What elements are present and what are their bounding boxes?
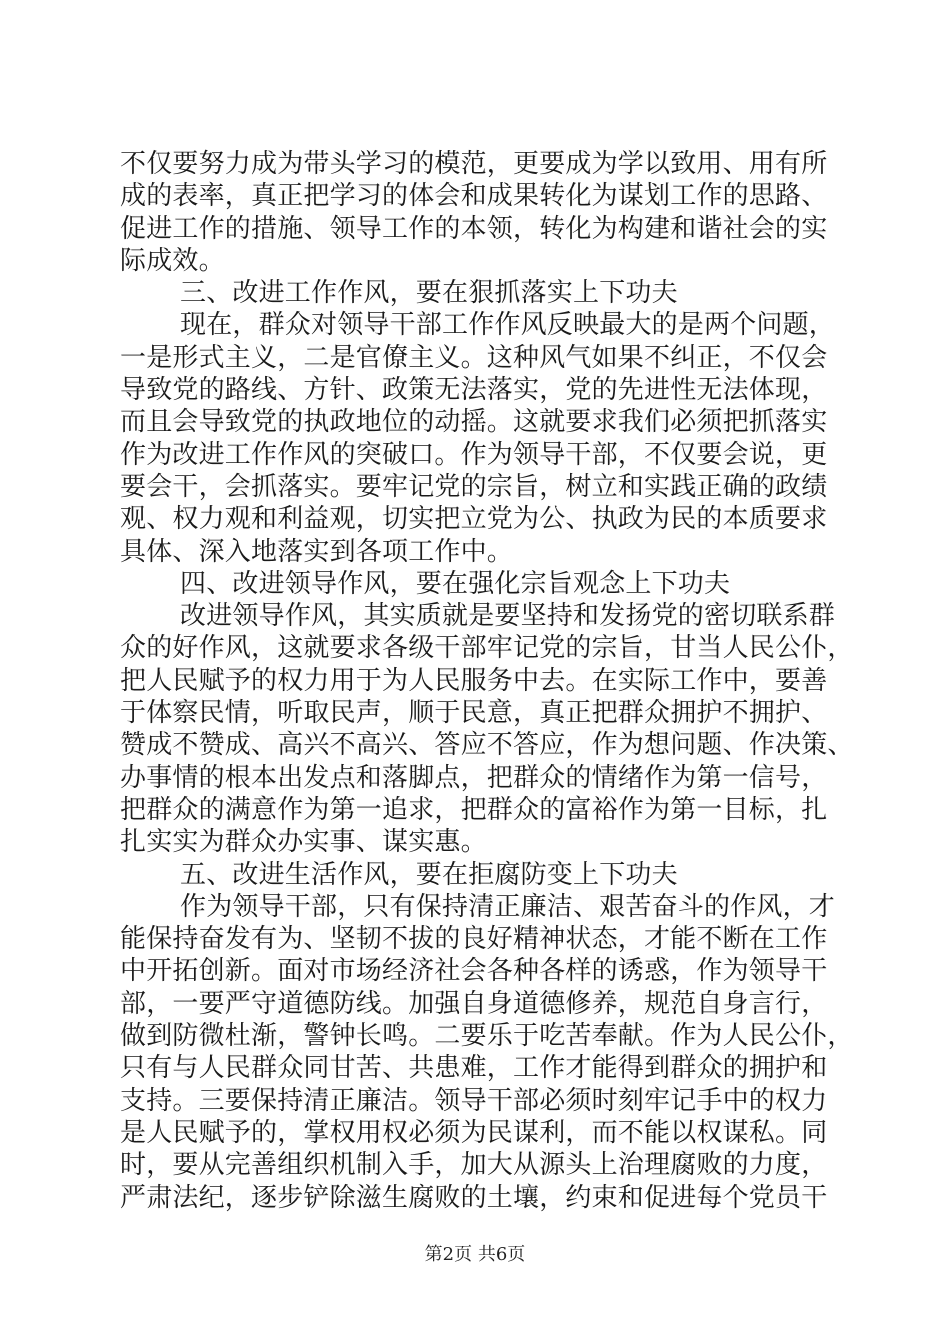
paragraph-line: 而且会导致党的执政地位的动摇。这就要求我们必须把抓落实 <box>120 407 828 438</box>
paragraph-line: 部，一要严守道德防线。加强自身道德修养，规范自身言行， <box>120 988 828 1019</box>
paragraph-line: 是人民赋予的，掌权用权必须为民谋利，而不能以权谋私。同 <box>120 1117 828 1148</box>
paragraph-line: 作为改进工作作风的突破口。作为领导干部，不仅要会说，更 <box>120 439 828 470</box>
paragraph-line: 观、权力观和利益观，切实把立党为公、执政为民的本质要求 <box>120 504 828 535</box>
paragraph-line: 促进工作的措施、领导工作的本领，转化为构建和谐社会的实 <box>120 213 828 244</box>
paragraph-line: 改进领导作风，其实质就是要坚持和发扬党的密切联系群 <box>180 601 836 632</box>
paragraph-line: 办事情的根本出发点和落脚点，把群众的情绪作为第一信号， <box>120 762 828 793</box>
section-heading: 三、改进工作作风，要在狠抓落实上下功夫 <box>180 278 678 309</box>
paragraph-line: 做到防微杜渐，警钟长鸣。二要乐于吃苦奉献。作为人民公仆， <box>120 1021 854 1052</box>
paragraph-line: 赞成不赞成、高兴不高兴、答应不答应，作为想问题、作决策、 <box>120 730 854 761</box>
document-body <box>120 148 854 1214</box>
paragraph-line: 于体察民情，听取民声，顺于民意，真正把群众拥护不拥护、 <box>120 698 828 729</box>
section-heading: 四、改进领导作风，要在强化宗旨观念上下功夫 <box>180 568 731 599</box>
paragraph-line: 能保持奋发有为、坚韧不拔的良好精神状态，才能不断在工作 <box>120 924 828 955</box>
paragraph-line: 支持。三要保持清正廉洁。领导干部必须时刻牢记手中的权力 <box>120 1085 828 1116</box>
paragraph-line: 成的表率，真正把学习的体会和成果转化为谋划工作的思路、 <box>120 181 828 212</box>
page-number: 第2页 共6页 <box>424 1244 526 1265</box>
paragraph-line: 作为领导干部，只有保持清正廉洁、艰苦奋斗的作风，才 <box>180 891 836 922</box>
paragraph-line: 中开拓创新。面对市场经济社会各种各样的诱惑，作为领导干 <box>120 956 828 987</box>
paragraph-line: 导致党的路线、方针、政策无法落实，党的先进性无法体现， <box>120 375 828 406</box>
paragraph-line: 严肃法纪，逐步铲除滋生腐败的土壤，约束和促进每个党员干 <box>120 1182 828 1213</box>
paragraph-line: 际成效。 <box>120 245 225 276</box>
paragraph-line: 现在，群众对领导干部工作作风反映最大的是两个问题， <box>180 310 836 341</box>
paragraph-line: 把群众的满意作为第一追求，把群众的富裕作为第一目标，扎 <box>120 794 828 825</box>
section-heading: 五、改进生活作风，要在拒腐防变上下功夫 <box>180 859 678 890</box>
paragraph-line: 一是形式主义，二是官僚主义。这种风气如果不纠正，不仅会 <box>120 342 828 373</box>
paragraph-line: 众的好作风，这就要求各级干部牢记党的宗旨，甘当人民公仆， <box>120 633 854 664</box>
paragraph-line: 时，要从完善组织机制入手，加大从源头上治理腐败的力度， <box>120 1150 828 1181</box>
paragraph-line: 具体、深入地落实到各项工作中。 <box>120 536 514 567</box>
paragraph-line: 扎实实为群众办实事、谋实惠。 <box>120 827 487 858</box>
paragraph-line: 只有与人民群众同甘苦、共患难，工作才能得到群众的拥护和 <box>120 1053 828 1084</box>
paragraph-line: 不仅要努力成为带头学习的模范，更要成为学以致用、用有所 <box>120 149 828 179</box>
paragraph-line: 把人民赋予的权力用于为人民服务中去。在实际工作中，要善 <box>120 665 828 696</box>
paragraph-line: 要会干，会抓落实。要牢记党的宗旨，树立和实践正确的政绩 <box>120 471 828 502</box>
